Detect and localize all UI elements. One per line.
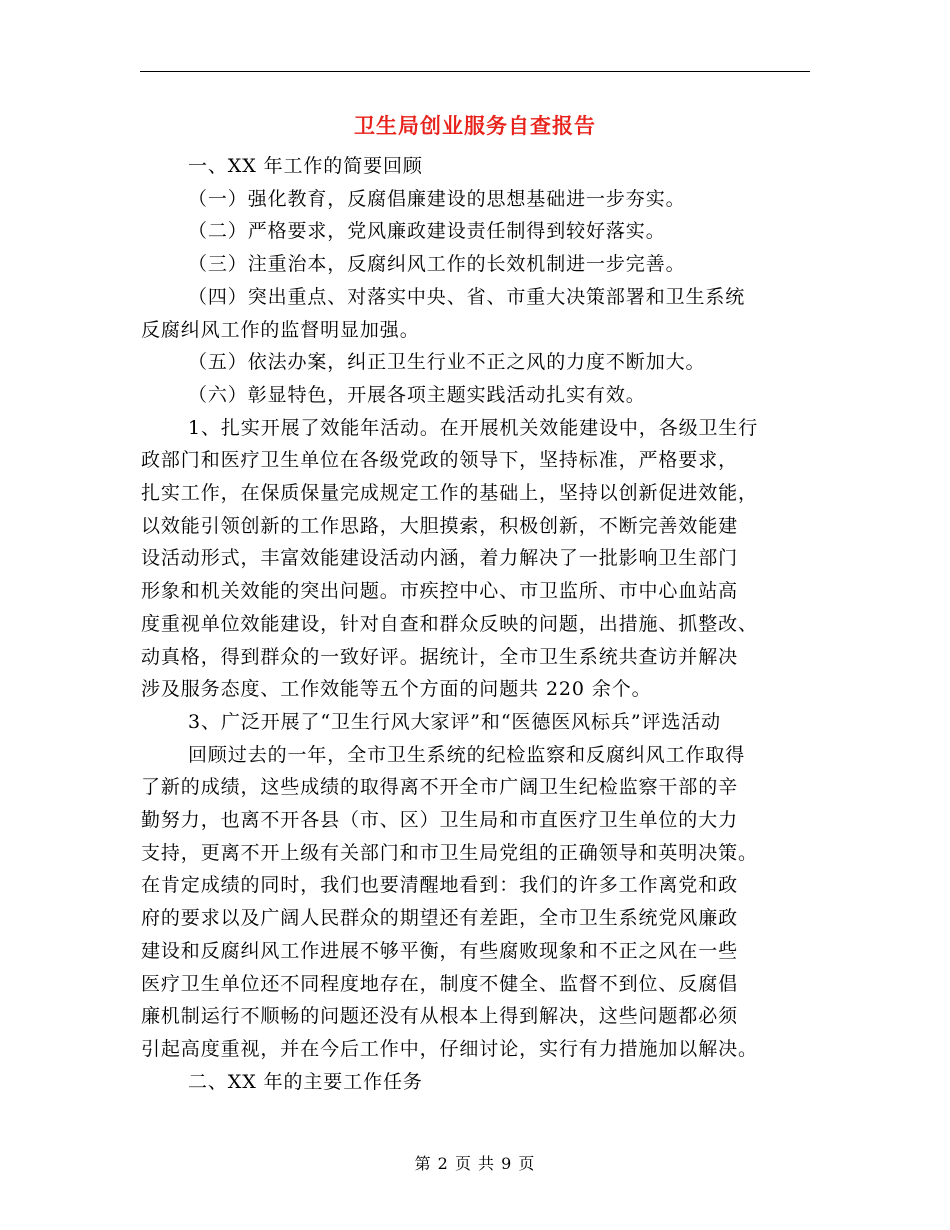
body-line: （三）注重治本，反腐纠风工作的长效机制进一步完善。 <box>188 253 686 276</box>
page-number-label: 第 2 页 共 9 页 <box>414 1154 536 1173</box>
body-line: （一）强化教育，反腐倡廉建设的思想基础进一步夯实。 <box>188 187 686 210</box>
body-line: 动真格，得到群众的一致好评。据统计，全市卫生系统共查访并解决 <box>141 645 739 668</box>
document-body <box>141 150 811 1098</box>
body-line: 设活动形式，丰富效能建设活动内涵，着力解决了一批影响卫生部门 <box>141 547 739 570</box>
document-title: 卫生局创业服务自查报告 <box>354 113 596 138</box>
body-line: 医疗卫生单位还不同程度地存在，制度不健全、监督不到位、反腐倡 <box>141 972 739 995</box>
body-line: （五）依法办案，纠正卫生行业不正之风的力度不断加大。 <box>188 351 706 374</box>
header-rule <box>140 71 810 72</box>
body-line: 勤努力，也离不开各县（市、区）卫生局和市直医疗卫生单位的大力 <box>141 809 739 832</box>
body-line: 了新的成绩，这些成绩的取得离不开全市广阔卫生纪检监察干部的辛 <box>141 776 739 799</box>
body-line: （二）严格要求，党风廉政建设责任制得到较好落实。 <box>188 220 666 243</box>
body-line: 府的要求以及广阔人民群众的期望还有差距，全市卫生系统党风廉政 <box>141 907 739 930</box>
body-line: 在肯定成绩的同时，我们也要清醒地看到：我们的许多工作离党和政 <box>141 874 739 897</box>
body-line: 二、XX 年的主要工作任务 <box>188 1070 423 1093</box>
body-line: 建设和反腐纠风工作进展不够平衡，有些腐败现象和不正之风在一些 <box>141 939 739 962</box>
body-line: （四）突出重点、对落实中央、省、市重大决策部署和卫生系统 <box>188 285 746 308</box>
body-line: （六）彰显特色，开展各项主题实践活动扎实有效。 <box>188 383 646 406</box>
body-line: 反腐纠风工作的监督明显加强。 <box>141 318 420 341</box>
body-line: 以效能引领创新的工作思路，大胆摸索，积极创新，不断完善效能建 <box>141 514 739 537</box>
body-line: 形象和机关效能的突出问题。市疾控中心、市卫监所、市中心血站高 <box>141 580 739 603</box>
body-line: 度重视单位效能建设，针对自查和群众反映的问题，出措施、抓整改、 <box>141 612 758 635</box>
body-line: 回顾过去的一年，全市卫生系统的纪检监察和反腐纠风工作取得 <box>188 743 746 766</box>
body-line: 廉机制运行不顺畅的问题还没有从根本上得到解决，这些问题都必须 <box>141 1005 739 1028</box>
body-line: 1、扎实开展了效能年活动。在开展机关效能建设中，各级卫生行 <box>188 416 759 439</box>
page-footer <box>0 1152 950 1176</box>
body-line: 引起高度重视，并在今后工作中，仔细讨论，实行有力措施加以解决。 <box>141 1037 758 1060</box>
body-line: 扎实工作，在保质保量完成规定工作的基础上，坚持以创新促进效能， <box>141 482 758 505</box>
body-line: 政部门和医疗卫生单位在各级党政的领导下，坚持标准，严格要求， <box>141 449 739 472</box>
body-line: 3、广泛开展了“卫生行风大家评”和“医德医风标兵”评选活动 <box>188 710 722 733</box>
body-line: 涉及服务态度、工作效能等五个方面的问题共 220 余个。 <box>141 678 652 701</box>
body-line: 一、XX 年工作的简要回顾 <box>188 155 423 177</box>
body-line: 支持，更离不开上级有关部门和市卫生局党组的正确领导和英明决策。 <box>141 841 758 864</box>
